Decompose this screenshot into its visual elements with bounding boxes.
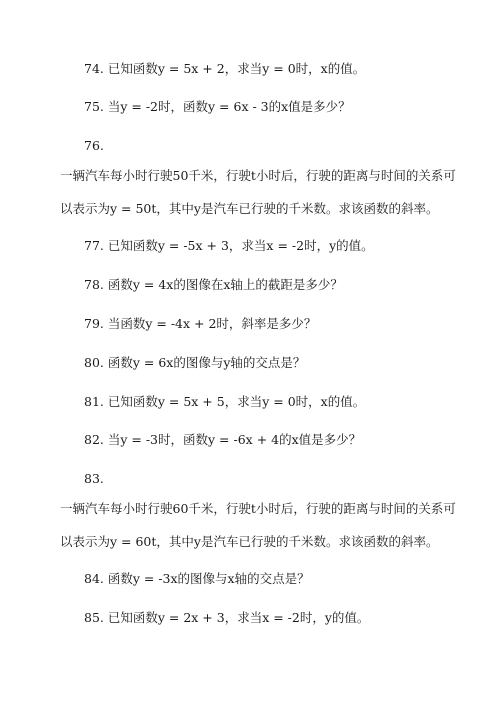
question-75: 75. 当y = -2时，函数y = 6x - 3的x值是多少？ — [84, 99, 351, 114]
question-83-number: 83. — [84, 471, 104, 486]
question-85: 85. 已知函数y = 2x + 3，求当x = -2时，y的值。 — [84, 610, 370, 625]
question-81: 81. 已知函数y = 5x + 5，求当y = 0时，x的值。 — [84, 394, 366, 409]
question-76-line-2: 以表示为y = 50t，其中y是汽车已行驶的千米数。求该函数的斜率。 — [60, 201, 439, 216]
question-76-number: 76. — [84, 138, 104, 153]
question-78: 78. 函数y = 4x的图像在x轴上的截距是多少？ — [84, 277, 343, 292]
question-77: 77. 已知函数y = -5x + 3，求当x = -2时，y的值。 — [84, 238, 374, 253]
question-83-line-1: 一辆汽车每小时行驶60千米，行驶t小时后，行驶的距离与时间的关系可 — [60, 501, 456, 516]
question-80: 80. 函数y = 6x的图像与y轴的交点是？ — [84, 355, 306, 370]
question-76-line-1: 一辆汽车每小时行驶50千米，行驶t小时后，行驶的距离与时间的关系可 — [60, 168, 456, 183]
question-79: 79. 当函数y = -4x + 2时，斜率是多少？ — [84, 316, 317, 331]
question-84: 84. 函数y = -3x的图像与x轴的交点是？ — [84, 571, 310, 586]
question-82: 82. 当y = -3时，函数y = -6x + 4的x值是多少？ — [84, 432, 362, 447]
question-74: 74. 已知函数y = 5x + 2，求当y = 0时，x的值。 — [84, 61, 366, 76]
question-83-line-2: 以表示为y = 60t，其中y是汽车已行驶的千米数。求该函数的斜率。 — [60, 534, 439, 549]
